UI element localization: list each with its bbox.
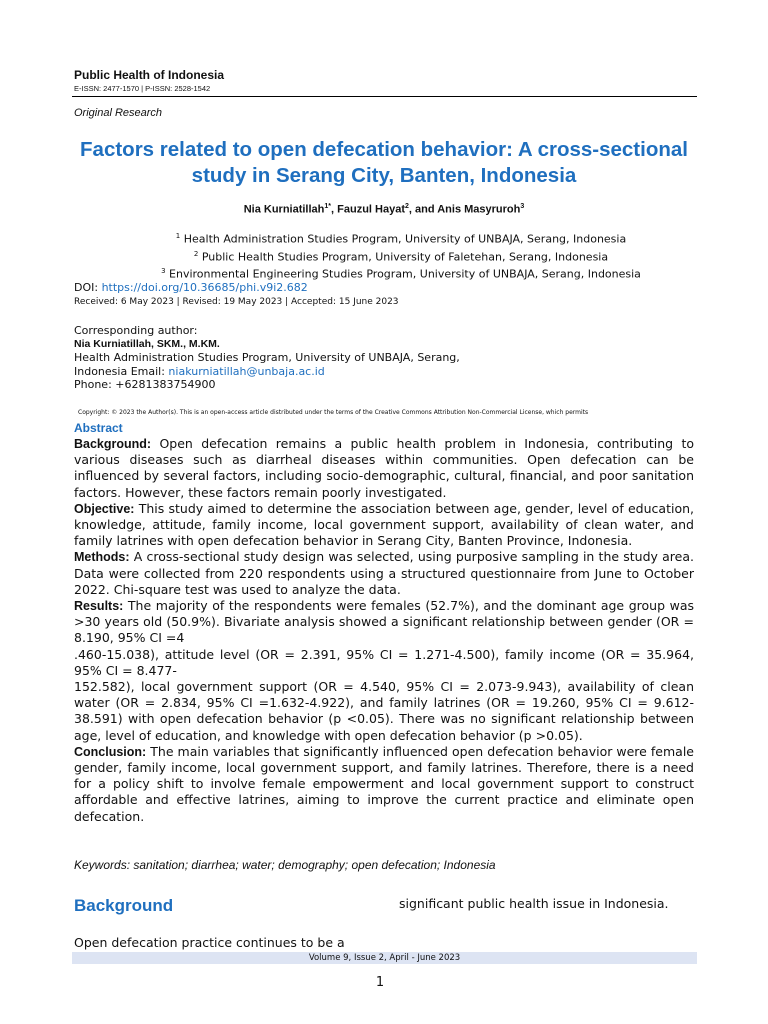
section-text: The main variables that significantly influenced open defecation behavior were female gender, family income, local government support, and family latrines. Therefore, there is a need for a policy shift to involve female empowerment and local government support to construct affordable and effective latrines, aiming to improve the current practice and eliminate open defecation. xyxy=(74,743,694,824)
affiliation-text: Public Health Studies Program, University of Faletehan, Serang, Indonesia xyxy=(201,250,609,264)
abstract-body xyxy=(74,436,694,825)
author-affil-mark: 1* xyxy=(324,203,332,210)
author-affil-mark: 2 xyxy=(405,203,409,210)
section-text: This study aimed to determine the association between age, gender, level of education, knowledge, attitude, family income, local government support, availability of clean water, and family latrines with open defecation behavior in Serang City, Banten Province, Indonesia. xyxy=(74,500,694,549)
affiliations xyxy=(74,229,728,282)
affiliation xyxy=(74,229,728,247)
background-column2-text: significant public health issue in Indonesia. xyxy=(399,896,669,911)
affiliation-text: Environmental Engineering Studies Program, University of UNBAJA, Serang, Indonesia xyxy=(169,267,641,281)
author-name: Anis Masyruroh xyxy=(437,203,521,216)
section-label: Methods: xyxy=(74,550,130,565)
header-rule xyxy=(72,96,697,97)
author-separator: , and xyxy=(408,203,438,216)
author-list xyxy=(74,203,694,216)
abstract-paragraph xyxy=(74,549,694,598)
corresponding-name: Nia Kurniatillah, SKM., M.KM. xyxy=(74,337,220,350)
doi-line xyxy=(74,281,308,294)
background-heading: Background xyxy=(74,896,174,915)
abstract-heading: Abstract xyxy=(74,421,123,435)
keywords: Keywords: sanitation; diarrhea; water; demography; open defecation; Indonesia xyxy=(74,858,496,872)
author-affil-mark: 3 xyxy=(520,203,525,210)
author-name: Nia Kurniatillah xyxy=(243,203,325,216)
section-label: Objective: xyxy=(74,501,135,516)
article-title: Factors related to open defecation behavior: A cross-sectional study in Serang City, Banten, Indonesia xyxy=(80,138,688,187)
corresponding-phone: Phone: +6281383754900 xyxy=(74,378,216,391)
author-name: Fauzul Hayat xyxy=(337,203,405,216)
abstract-paragraph xyxy=(74,598,694,647)
affiliation xyxy=(74,247,728,265)
abstract-paragraph xyxy=(74,436,694,501)
corresponding-label: Corresponding author: xyxy=(74,324,198,337)
affiliation-number: 3 xyxy=(161,267,166,276)
section-label: Conclusion: xyxy=(74,744,147,759)
email-link[interactable]: niakurniatillah@unbaja.ac.id xyxy=(168,364,325,378)
section-text: 152.582), local government support (OR = 4.540, 95% CI = 2.073-9.943), availability of clean water (OR = 2.834, 95% CI =1.632-4.922), and family latrines (OR = 19.260, 95% CI = 9.612-38.591) with open defecation behavior (p <0.05). There was no significant relationship between age, level of education, and knowledge with open defecation behavior (p >0.05). xyxy=(74,679,694,743)
corresponding-email-line xyxy=(74,365,460,379)
corresponding-address: Health Administration Studies Program, University of UNBAJA, Serang, xyxy=(74,351,460,364)
footer-volume: Volume 9, Issue 2, April - June 2023 xyxy=(72,952,697,964)
corresponding-author xyxy=(74,324,460,392)
affiliation-number: 1 xyxy=(175,232,181,240)
email-label: Indonesia Email: xyxy=(74,364,169,378)
affiliation-text: Health Administration Studies Program, University of UNBAJA, Serang, Indonesia xyxy=(183,232,627,246)
section-text: Open defecation remains a public health problem in Indonesia, contributing to various diseases such as diarrheal diseases within communities. Open defecation can be influenced by several factors, including socio-demographic, cultural, financial, and poor sanitation factors. However, these factors remain poorly investigated. xyxy=(74,436,694,500)
article-dates: Received: 6 May 2023 | Revised: 19 May 2023 | Accepted: 15 June 2023 xyxy=(74,297,399,307)
article-type: Original Research xyxy=(74,107,163,119)
author-separator: , xyxy=(331,203,338,216)
section-text: The majority of the respondents were females (52.7%), and the dominant age group was >30 years old (50.9%). Bivariate analysis showed a significant relationship between gender (OR = 8.190, 95% CI =4 xyxy=(74,598,694,646)
section-label: Background: xyxy=(74,437,152,451)
abstract-paragraph xyxy=(74,744,694,825)
section-label: Results: xyxy=(74,599,124,614)
journal-name: Public Health of Indonesia xyxy=(74,68,225,82)
section-text: .460-15.038), attitude level (OR = 2.391, 95% CI = 1.271-4.500), family income (OR = 35.964, 95% CI = 8.477- xyxy=(74,646,694,678)
affiliation-number: 2 xyxy=(193,249,199,258)
doi-label: DOI: xyxy=(74,281,102,294)
affiliation xyxy=(74,264,728,282)
abstract-paragraph xyxy=(74,501,694,550)
copyright-notice: Copyright: © 2023 the Author(s). This is an open-access article distributed under the terms of the Creative Commons Attribution Non-Commercial License, which permits xyxy=(78,409,589,416)
background-column1-text: Open defecation practice continues to be a xyxy=(74,935,345,950)
doi-link[interactable]: https://doi.org/10.36685/phi.v9i2.682 xyxy=(101,281,308,294)
abstract-paragraph xyxy=(74,647,694,679)
page-number: 1 xyxy=(375,975,385,990)
abstract-paragraph xyxy=(74,679,694,744)
issn-line: E-ISSN: 2477-1570 | P-ISSN: 2528-1542 xyxy=(74,84,211,93)
section-text: A cross-sectional study design was selected, using purposive sampling in the study area. Data were collected from 220 respondents using a structured questionnaire from June to October 2022. Chi-square test was used to analyze the data. xyxy=(74,549,694,597)
